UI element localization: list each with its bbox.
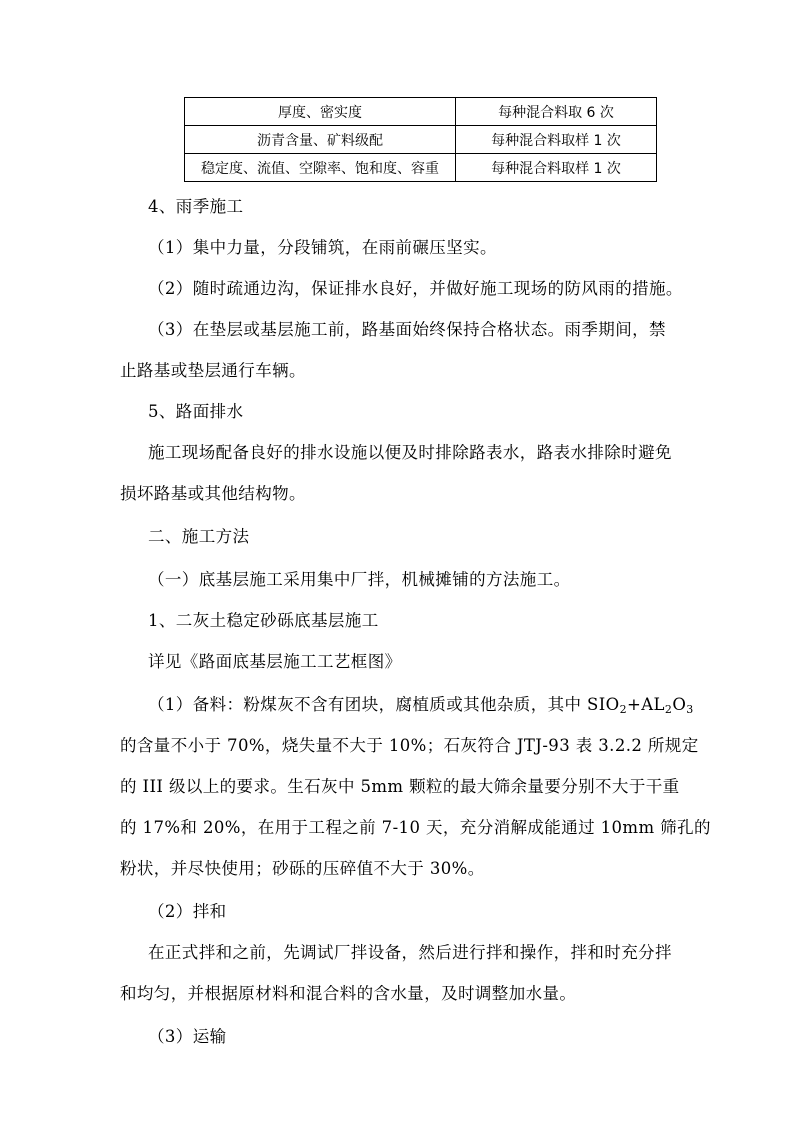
paragraph-line: 和均匀，并根据原材料和混合料的含水量，及时调整加水量。 xyxy=(120,984,577,1003)
table-row xyxy=(185,98,657,126)
paragraph: （1）集中力量，分段铺筑，在雨前碾压坚实。 xyxy=(148,238,497,257)
subscript: 2 xyxy=(619,703,627,716)
part-heading-construction-method: 二、施工方法 xyxy=(148,527,250,546)
subscript: 3 xyxy=(686,703,694,716)
item-heading: 1、二灰土稳定砂砾底基层施工 xyxy=(148,611,379,630)
table-cell: 每种混合料取样 1 次 xyxy=(456,126,657,154)
text-span: （1）备料：粉煤灰不含有团块，腐植质或其他杂质，其中 SIO xyxy=(148,695,620,714)
table-cell: 沥青含量、矿料级配 xyxy=(185,126,456,154)
table-cell: 厚度、密实度 xyxy=(185,98,456,126)
subscript: 2 xyxy=(664,703,673,716)
table-cell: 每种混合料取 6 次 xyxy=(456,98,657,126)
paragraph-line: 在正式拌和之前，先调试厂拌设备，然后进行拌和操作，拌和时充分拌 xyxy=(148,943,672,962)
paragraph-line: （3）在垫层或基层施工前，路基面始终保持合格状态。雨季期间，禁 xyxy=(148,320,666,339)
paragraph-line: 粉状，并尽快使用；砂砾的压碎值不大于 30%。 xyxy=(120,859,485,878)
subsection-heading: （一）底基层施工采用集中厂拌，机械摊铺的方法施工。 xyxy=(148,570,571,589)
item-heading-transport: （3）运输 xyxy=(148,1027,227,1046)
paragraph: （2）随时疏通边沟，保证排水良好，并做好施工现场的防风雨的措施。 xyxy=(148,279,683,298)
paragraph-line: 的含量不小于 70%，烧失量不大于 10%；石灰符合 JTJ-93 表 3.2.2 所规定 xyxy=(120,736,699,755)
text-span: +AL xyxy=(627,695,665,714)
table-row xyxy=(185,126,657,154)
table-cell: 稳定度、流值、空隙率、饱和度、容重 xyxy=(185,154,456,182)
paragraph-line: 施工现场配备良好的排水设施以便及时排除路表水，路表水排除时避免 xyxy=(148,443,672,462)
paragraph-line: 止路基或垫层通行车辆。 xyxy=(120,361,306,380)
paragraph-line: 的 III 级以上的要求。生石灰中 5mm 颗粒的最大筛余量要分别不大于干重 xyxy=(120,777,680,796)
inspection-frequency-table xyxy=(184,97,657,182)
table-row xyxy=(185,154,657,182)
paragraph-line xyxy=(148,684,748,725)
paragraph-line: 的 17%和 20%，在用于工程之前 7-10 天，充分消解成能通过 10mm 筛孔的 xyxy=(120,818,711,837)
paragraph-line: 损坏路基或其他结构物。 xyxy=(120,484,306,503)
text-span: O xyxy=(672,695,687,714)
section-heading-rainy-season: 4、雨季施工 xyxy=(148,197,244,216)
item-heading-mixing: （2）拌和 xyxy=(148,902,227,921)
section-heading-drainage: 5、路面排水 xyxy=(148,402,244,421)
paragraph: 详见《路面底基层施工工艺框图》 xyxy=(148,652,402,671)
table-cell: 每种混合料取样 1 次 xyxy=(456,154,657,182)
